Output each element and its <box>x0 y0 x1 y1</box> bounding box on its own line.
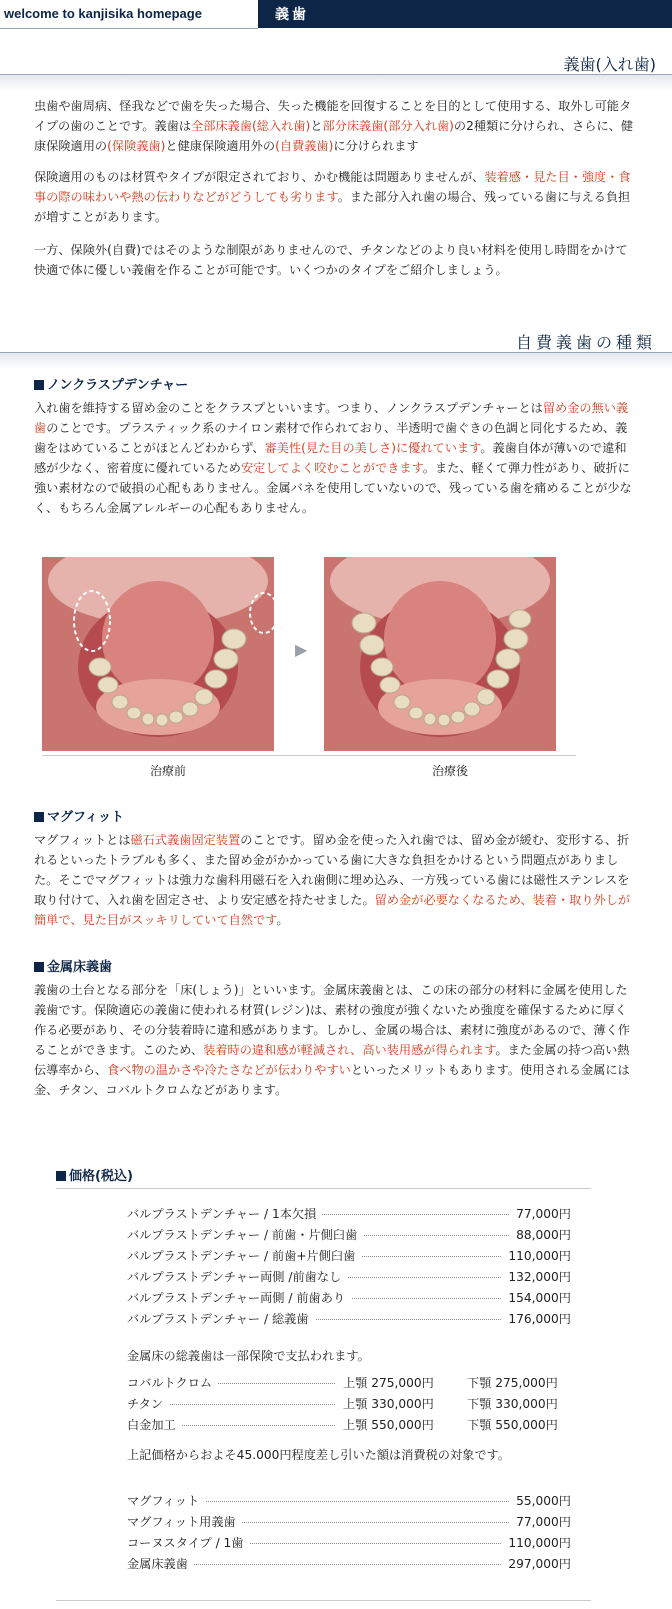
caption-after: 治療後 <box>432 764 469 778</box>
site-label: welcome to kanjisika homepage <box>4 6 202 21</box>
body-text: といったメリットもあります。使用される金属には金、チタン、コバルトクロムなどがあります。 <box>34 1063 630 1097</box>
price-row <box>127 1534 571 1552</box>
highlight-text: 全部床義歯(総入れ歯) <box>191 119 311 133</box>
price-item-name: バルプラストデンチャー両側 / 前歯あり <box>127 1289 351 1306</box>
price-row <box>127 1289 571 1307</box>
section-title: 義歯(入れ歯) <box>563 55 656 74</box>
body-text: 一方、保険外(自費)ではそのような制限がありませんので、チタンなどのより良い材料を使用し時間をかけて快適で体に優しい義歯を作ることが可能です。いくつかのタイプをご紹介しましょう。 <box>34 243 628 277</box>
price-divider-bottom <box>56 1600 591 1601</box>
body-text: のことです。留め金を使った入れ歯では、留め金が緩む、変形する、折れるといったトラブルも多く、また留め金がかかっている歯に大きな負担をかけるという問題点がありました。そこでマグフィットは強力な歯科用磁石を入れ歯側に埋め込み、一方残っている歯には磁性ステンレスを取り付けて、入れ歯を固定させ、より安定感を持たせました。 <box>34 833 630 907</box>
price-item-name: バルプラストデンチャー / 総義歯 <box>127 1310 315 1327</box>
mouth-before-image <box>42 557 274 751</box>
upper-jaw-price: 上顎 330,000円 <box>343 1397 434 1411</box>
price-item-name: 金属床義歯 <box>127 1555 194 1572</box>
metal-name: チタン <box>127 1395 169 1412</box>
price-item-name: バルプラストデンチャー / 前歯・片側臼歯 <box>127 1226 363 1243</box>
mouth-after-image <box>324 557 556 751</box>
price-row <box>127 1268 571 1286</box>
price-value: 55,000円 <box>510 1492 571 1509</box>
section-gradient <box>0 353 672 369</box>
nonclasp-heading <box>34 374 188 393</box>
metal-insurance-note: 金属床の総義歯は一部保険で支払われます。 <box>127 1349 370 1363</box>
metal-price-row <box>127 1374 571 1392</box>
intro-paragraph-1 <box>34 96 634 156</box>
price-value: 88,000円 <box>510 1226 571 1243</box>
highlight-text: 食べ物の温かさや冷たさなどが伝わりやすい <box>107 1063 351 1077</box>
lower-jaw-price: 下顎 275,000円 <box>467 1376 558 1390</box>
price-item-name: コーヌスタイプ / 1歯 <box>127 1534 250 1551</box>
body-text: に分けられます <box>333 139 419 153</box>
arrow-right-icon: ▶ <box>295 640 308 659</box>
price-value: 110,000円 <box>502 1534 571 1551</box>
highlight-text: (保険義歯) <box>107 139 166 153</box>
body-text: の2種類に分けられ、さらに、健康保険適用の <box>34 119 634 153</box>
square-bullet-icon <box>34 380 44 390</box>
magfit-heading-text: マグフィット <box>47 810 124 825</box>
tax-note: 上記価格からおよそ45.000円程度差し引いた額は消費税の対象です。 <box>127 1448 510 1462</box>
metal-denture-description <box>34 980 634 1100</box>
photo-caption-divider <box>42 755 576 756</box>
body-text: 。また金属の持つ高い熱伝導率から、 <box>34 1043 630 1077</box>
price-row <box>127 1205 571 1223</box>
price-row <box>127 1310 571 1328</box>
price-value: 77,000円 <box>510 1513 571 1530</box>
price-row <box>127 1247 571 1265</box>
body-text: 。 <box>276 913 289 927</box>
highlight-text: 装着感・見た目・強度・食事の際の味わいや熱の伝わりなどがどうしても劣ります <box>34 170 631 204</box>
section-gradient <box>0 75 672 91</box>
body-text: 。また部分入れ歯の場合、残っている歯に与える負担が増すことがあります。 <box>34 190 631 224</box>
body-text: 取外し可能タイプの歯のことです。義歯は <box>34 99 632 133</box>
square-bullet-icon <box>56 1171 66 1181</box>
header-bar <box>0 0 672 28</box>
body-text: マグフィットとは <box>34 833 131 847</box>
highlight-text: 審美性(見た目の美しさ)に優れています <box>264 441 481 455</box>
price-item-name: バルプラストデンチャー / 1本欠損 <box>127 1205 322 1222</box>
magfit-description <box>34 830 634 930</box>
price-value: 176,000円 <box>502 1310 571 1327</box>
intro-paragraph-3 <box>34 240 634 280</box>
caption-before: 治療前 <box>150 764 187 778</box>
section-title: 自費義歯の種類 <box>515 333 656 352</box>
highlight-text: 留め金の無い義歯 <box>34 401 629 435</box>
nonclasp-heading-text: ノンクラスプデンチャー <box>47 378 189 393</box>
metal-price-row <box>127 1395 571 1413</box>
price-row <box>127 1555 571 1573</box>
price-value: 297,000円 <box>502 1555 571 1572</box>
metal-price-row <box>127 1416 571 1434</box>
price-row <box>127 1513 571 1531</box>
square-bullet-icon <box>34 812 44 822</box>
body-text: 保険適用のものは材質やタイプが限定されており、かむ機能は問題ありませんが、 <box>34 170 485 184</box>
page-title: 義歯 <box>275 7 309 23</box>
body-text: 義歯の土台となる部分を「床(しょう)」といいます。金属床義歯とは、この床の部分の材料に金属を使用した義歯です。保険適応の義歯に使われる材質(レジン)は、素材の強度が強くないため強度を確保するために厚く作る必要があり、その分装着時に違和感があります。しかし、金属の場合は、素材に強度があるので、薄く作ることができます。このため、 <box>34 983 630 1057</box>
price-row <box>127 1226 571 1244</box>
price-item-name: マグフィット用義歯 <box>127 1513 242 1530</box>
nonclasp-description <box>34 398 634 518</box>
lower-jaw-price: 下顎 330,000円 <box>467 1397 558 1411</box>
price-item-name: バルプラストデンチャー / 前歯+片側臼歯 <box>127 1247 361 1264</box>
highlight-text: 部分床義歯(部分入れ歯) <box>322 119 454 133</box>
price-divider-top <box>56 1188 591 1189</box>
metal-name: 白金加工 <box>127 1416 182 1433</box>
price-item-name: バルプラストデンチャー両側 /前歯なし <box>127 1268 347 1285</box>
price-item-name: マグフィット <box>127 1492 205 1509</box>
body-text: 入れ歯を維持する留め金のことをクラスプといいます。つまり、ノンクラスプデンチャーとは <box>34 401 543 415</box>
intro-paragraph-2 <box>34 167 634 227</box>
price-value: 77,000円 <box>510 1205 571 1222</box>
site-label-box <box>0 0 258 29</box>
highlight-text: 磁石式義歯固定装置 <box>130 833 241 847</box>
body-text: のことです。プラスティック系のナイロン素材で作られており、半透明で歯ぐきの色調と同化するため、義歯をはめていることがほとんどわからず、 <box>34 421 628 455</box>
price-value: 110,000円 <box>502 1247 571 1264</box>
price-value: 132,000円 <box>502 1268 571 1285</box>
body-text: 。義歯自体が薄いので違和感が少なく、密着度に優れているため <box>34 441 627 475</box>
square-bullet-icon <box>34 962 44 972</box>
price-value: 154,000円 <box>502 1289 571 1306</box>
lower-jaw-price: 下顎 550,000円 <box>467 1418 558 1432</box>
body-text: 。また、軽くて弾力性があり、破折に強い素材なので破損の心配もありません。金属バネを使用していないので、残っている歯を痛めることが少なく、もちろん金属アレルギーの心配もありません。 <box>34 461 632 515</box>
metal-denture-heading-text: 金属床義歯 <box>47 960 113 975</box>
price-heading-text: 価格(税込) <box>69 1169 133 1184</box>
body-text: 虫歯や歯周病、怪我などで歯を失った場合、失った機能を回復することを目的として使用する、 <box>34 99 559 113</box>
highlight-text: 安定してよく咬むことができます <box>240 461 423 475</box>
upper-jaw-price: 上顎 550,000円 <box>343 1418 434 1432</box>
highlight-text: 装着時の違和感が軽減され、高い装用感が得られます <box>203 1043 496 1057</box>
price-row <box>127 1492 571 1510</box>
photo-after-treatment <box>324 557 556 751</box>
metal-denture-heading <box>34 956 112 975</box>
photo-before-treatment <box>42 557 274 751</box>
upper-jaw-price: 上顎 275,000円 <box>343 1376 434 1390</box>
metal-name: コバルトクロム <box>127 1374 218 1391</box>
body-text: と <box>310 119 323 133</box>
magfit-heading <box>34 806 124 825</box>
highlight-text: 留め金が必要なくなるため、装着・取り外しが簡単で、見た目がスッキリしていて自然です <box>34 893 631 927</box>
price-heading <box>56 1165 133 1184</box>
highlight-text: (自費義歯) <box>275 139 334 153</box>
body-text: と健康保険適用外の <box>165 139 276 153</box>
